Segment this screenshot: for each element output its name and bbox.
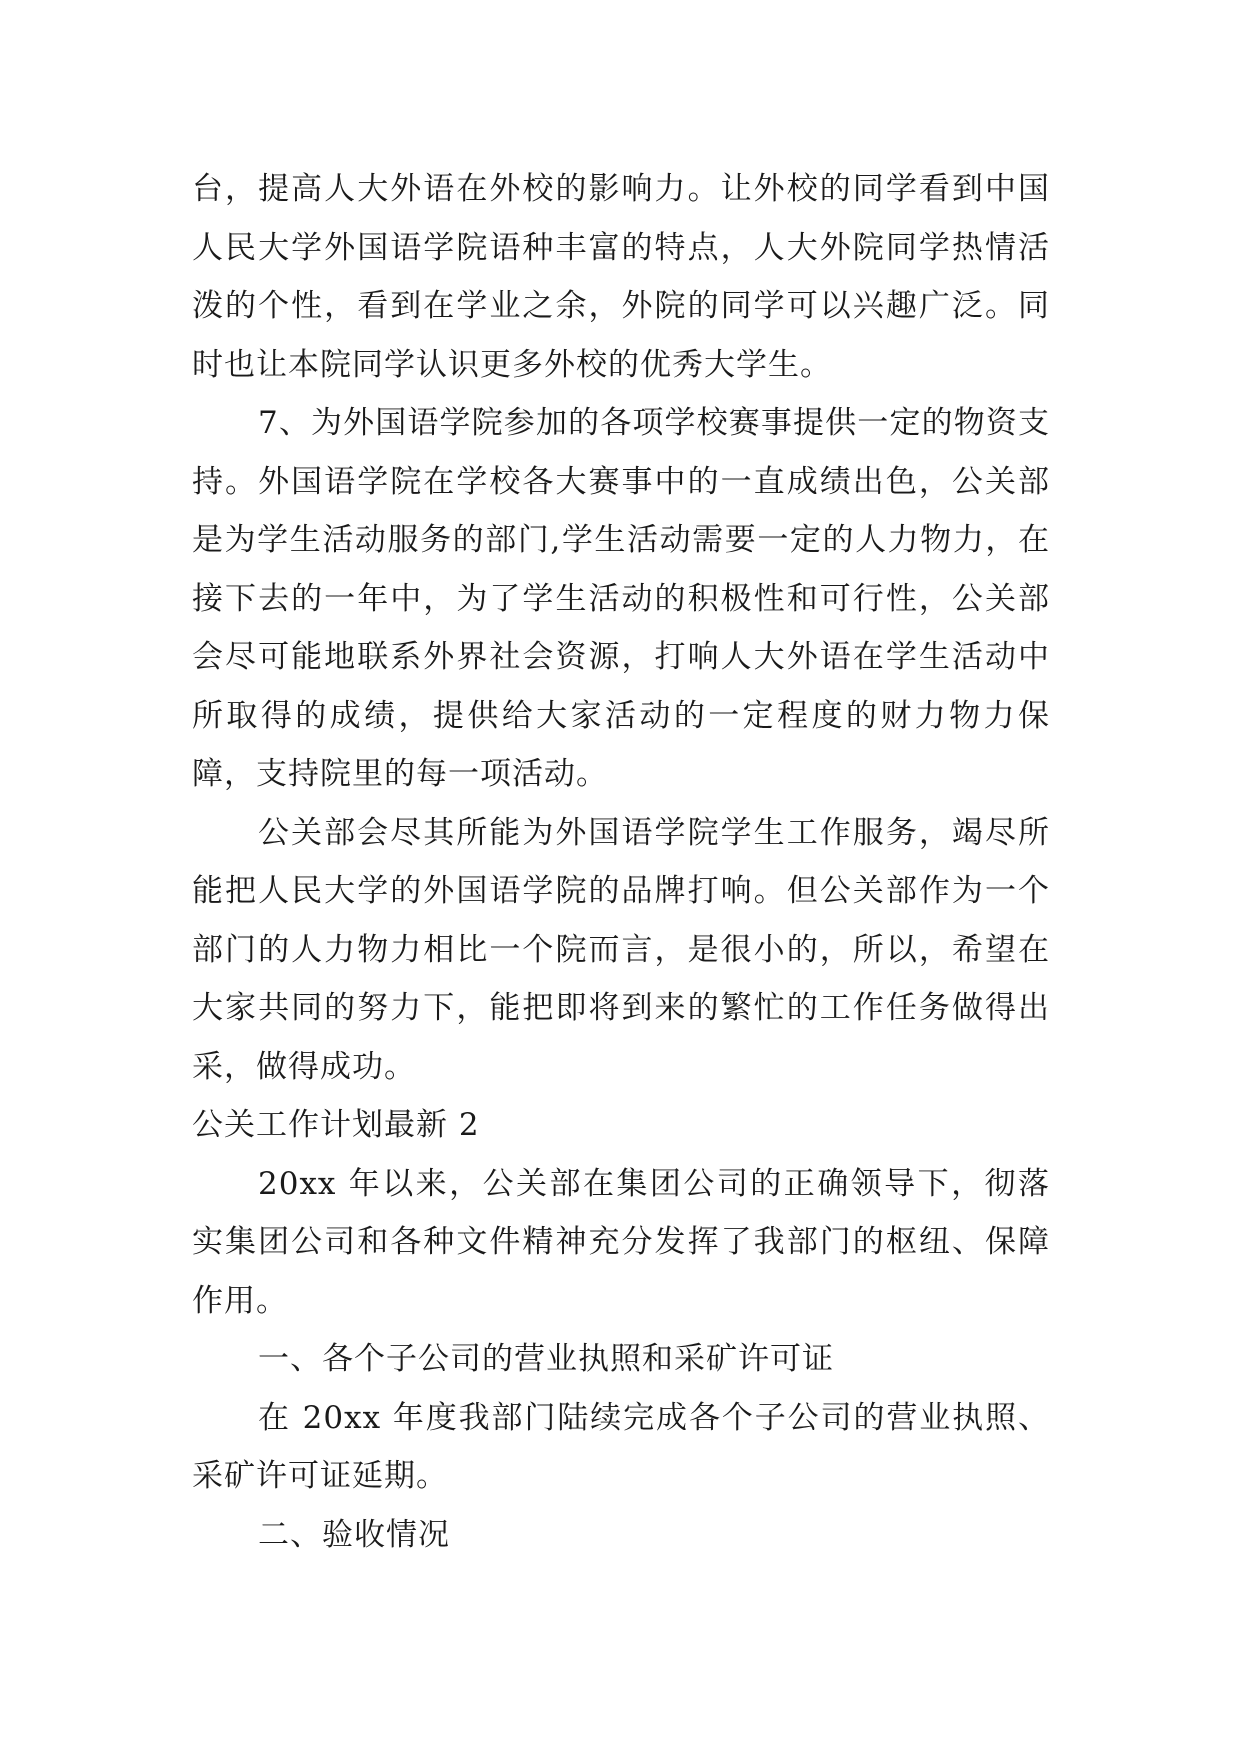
section-heading-licenses: 一、各个子公司的营业执照和采矿许可证 xyxy=(258,1341,834,1377)
paragraph-2: 7、为外国语学院参加的各项学校赛事提供一定的物资支持。外国语学院在学校各大赛事中的一直成绩出色，公关部是为学生活动服务的部门,学生活动需要一定的人力物力，在接下去的一年中，为了学生活动的积极性和可行性，公关部会尽可能地联系外界社会资源，打响人大外语在学生活动中所取得的成绩，提供给大家活动的一定程度的财力物力保障，支持院里的每一项活动。 xyxy=(192,405,1050,792)
document-page xyxy=(192,160,1050,1564)
section-paragraph-2: 在 20xx 年度我部门陆续完成各个子公司的营业执照、采矿许可证延期。 xyxy=(192,1399,1050,1494)
paragraph-3: 公关部会尽其所能为外国语学院学生工作服务，竭尽所能把人民大学的外国语学院的品牌打响。但公关部作为一个部门的人力物力相比一个院而言，是很小的，所以，希望在大家共同的努力下，能把即将到来的繁忙的工作任务做得出采，做得成功。 xyxy=(192,814,1050,1085)
section-title: 公关工作计划最新 2 xyxy=(192,1107,480,1143)
section-heading-acceptance: 二、验收情况 xyxy=(258,1516,450,1553)
paragraph-1: 台，提高人大外语在外校的影响力。让外校的同学看到中国人民大学外国语学院语种丰富的特点，人大外院同学热情活泼的个性，看到在学业之余，外院的同学可以兴趣广泛。同时也让本院同学认识更多外校的优秀大学生。 xyxy=(192,171,1050,383)
section-paragraph-1: 20xx 年以来，公关部在集团公司的正确领导下，彻落实集团公司和各种文件精神充分发挥了我部门的枢纽、保障作用。 xyxy=(192,1165,1050,1319)
